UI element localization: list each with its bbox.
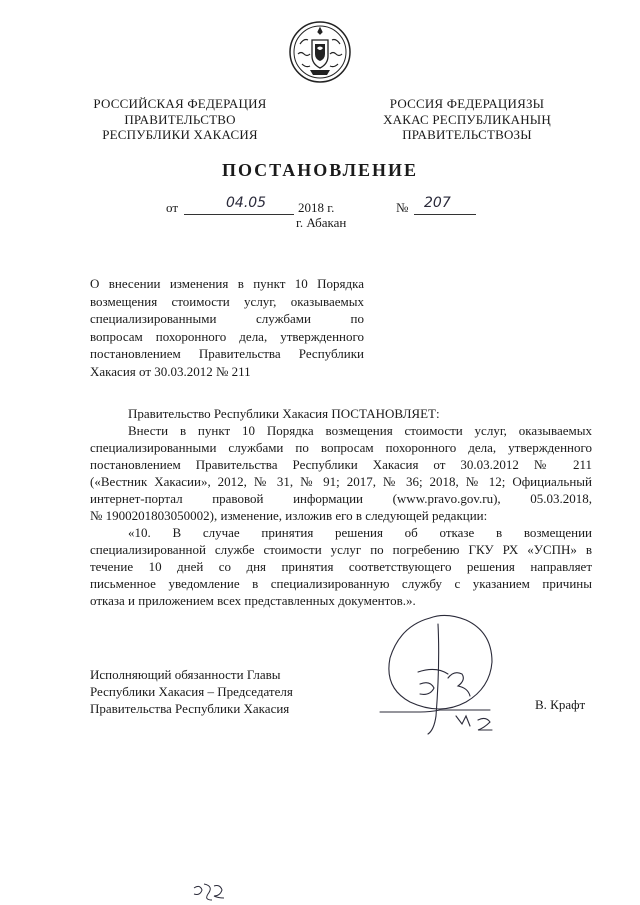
- body-line: № 1900201803050002), изменение, изложив его в следующей редакции:: [90, 508, 488, 523]
- body-line: течение 10 дней со дня принятия соответствующего решения направляет: [90, 559, 592, 574]
- city-name: г. Абакан: [296, 215, 347, 230]
- number-underline: [414, 214, 476, 215]
- header-left-block: [82, 96, 278, 143]
- subject-line: О внесении изменения в пункт 10 Порядка: [90, 276, 364, 291]
- header-left-line: РЕСПУБЛИКИ ХАКАСИЯ: [102, 127, 258, 142]
- header-right-line: ПРАВИТЕЛЬСТВОЗЫ: [402, 127, 532, 142]
- date-underline: [184, 214, 294, 215]
- document-subject: [90, 275, 364, 380]
- date-from-label: от: [166, 200, 179, 215]
- handwritten-number: 207: [424, 195, 451, 211]
- subject-line: Хакасия от 30.03.2012 № 211: [90, 363, 251, 379]
- subject-line: возмещения стоимости услуг, оказываемых: [90, 293, 364, 309]
- signatory-line: Исполняющий обязанности Главы: [90, 667, 281, 682]
- body-line: специализированной службе стоимости услуг по погребению ГКУ РХ «УСПН» в: [90, 542, 592, 557]
- date-year: 2018 г.: [298, 200, 335, 215]
- subject-line: специализированными службами по: [90, 311, 364, 326]
- body-line: «10. В случае принятия решения об отказе в возмещении: [128, 525, 592, 540]
- header-left-line: РОССИЙСКАЯ ФЕДЕРАЦИЯ: [93, 96, 267, 111]
- body-line: постановлением Правительства Республики Хакасия от 30.03.2012 № 211: [90, 457, 592, 472]
- body-line: Внести в пункт 10 Порядка возмещения стоимости услуг, оказываемых: [128, 423, 592, 438]
- body-line: письменное уведомление в специализированную службу с указанием причины: [90, 576, 592, 591]
- body-line: («Вестник Хакасии», 2012, № 31, № 91; 2017, № 36; 2018, № 12; Официальный: [90, 474, 592, 489]
- handwritten-date: 04.05: [226, 195, 267, 211]
- handwritten-signature: [360, 612, 540, 742]
- signatory-name: В. Крафт: [535, 697, 586, 712]
- header-left-line: ПРАВИТЕЛЬСТВО: [124, 111, 236, 127]
- header-right-line: РОССИЯ ФЕДЕРАЦИЯЗЫ: [389, 96, 545, 111]
- body-paragraph-2: [90, 524, 592, 609]
- handwritten-page-mark: [190, 880, 230, 902]
- number-label: №: [396, 200, 409, 215]
- body-line: специализированными службами по вопросам похоронного дела, утвержденного: [90, 440, 592, 455]
- subject-line: вопросам похоронного дела, утвержденного: [90, 328, 364, 344]
- body-paragraph-1: [90, 422, 592, 524]
- coat-of-arms-emblem: [288, 20, 352, 84]
- resolves-statement: Правительство Республики Хакасия ПОСТАНОВЛЯЕТ:: [128, 406, 440, 421]
- header-right-block: [372, 96, 562, 143]
- signatory-line: Республики Хакасия – Председателя: [90, 684, 293, 699]
- body-line: интернет-портал правовой информации (www.pravo.gov.ru), 05.03.2018,: [90, 491, 592, 506]
- subject-line: постановлением Правительства Республики: [90, 346, 364, 361]
- signatory-line: Правительства Республики Хакасия: [90, 701, 290, 716]
- body-line: отказа и приложением всех представленных документов.».: [90, 593, 416, 608]
- header-right-line: ХАКАС РЕСПУБЛИКАНЫҢ: [383, 111, 551, 127]
- signatory-position: [90, 666, 293, 717]
- document-title: ПОСТАНОВЛЕНИЕ: [221, 160, 419, 180]
